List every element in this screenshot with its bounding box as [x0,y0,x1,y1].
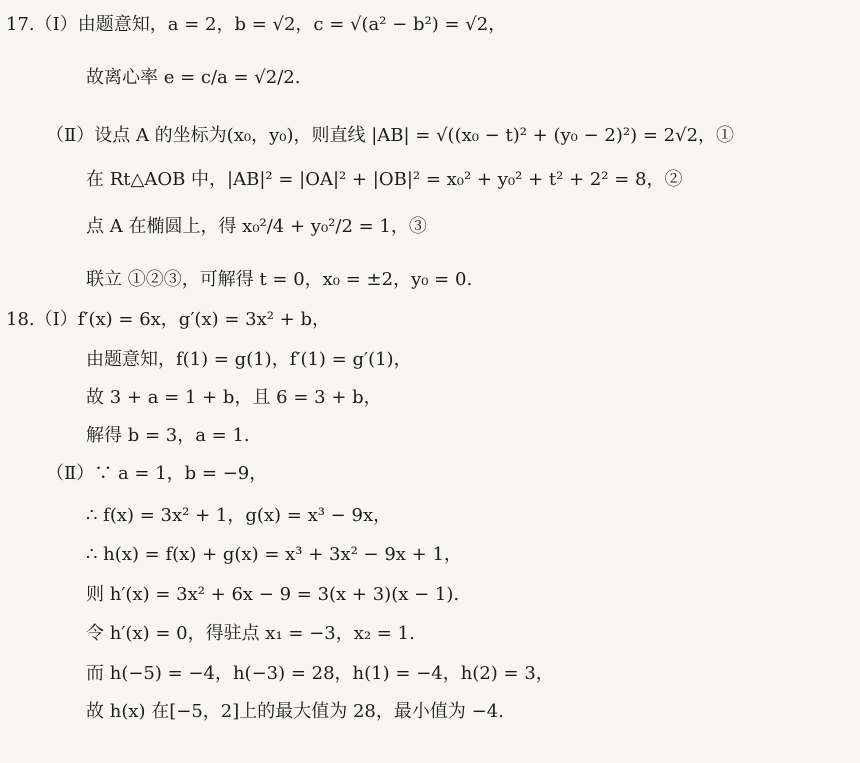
line-text: 故 3 + a = 1 + b，且 6 = 3 + b， [86,387,382,408]
line-text: 由题意知，f(1) = g(1)，f′(1) = g′(1)， [86,349,412,370]
line-18-equations [86,386,382,410]
line-text: ∴ f(x) = 3x² + 1，g(x) = x³ − 9x， [86,505,392,526]
line-fg [86,504,391,528]
line-text: （Ⅱ）设点 A 的坐标为(x₀，y₀)，则直线 |AB| = √((x₀ − t)² + (y₀ − 2)²) = 2√2，① [46,125,735,146]
line-ellipse [86,215,427,239]
line-17-part2 [46,124,734,148]
line-h [86,543,462,567]
line-18-part1 [6,308,330,332]
line-text: 18.（Ⅰ）f′(x) = 6x，g′(x) = 3x² + b， [6,309,331,330]
line-stationary [86,622,415,646]
line-text: （Ⅱ）∵ a = 1，b = −9， [46,463,268,484]
line-h-derivative [86,583,459,607]
line-text: 联立 ①②③，可解得 t = 0，x₀ = ±2，y₀ = 0. [86,269,473,290]
line-text: 故离心率 e = c/a = √2/2. [86,67,301,88]
line-text: 令 h′(x) = 0，得驻点 x₁ = −3，x₂ = 1. [86,623,415,644]
line-text: 解得 b = 3，a = 1. [86,425,250,446]
line-18-part2 [46,462,267,486]
line-values [86,662,554,686]
line-solve-17 [86,268,472,292]
line-eccentricity [86,66,300,90]
line-right-triangle [86,168,683,192]
line-text: ∴ h(x) = f(x) + g(x) = x³ + 3x² − 9x + 1， [86,544,462,565]
line-text: 则 h′(x) = 3x² + 6x − 9 = 3(x + 3)(x − 1). [86,584,460,605]
line-text: 故 h(x) 在[−5，2]上的最大值为 28，最小值为 −4. [86,701,504,722]
line-conclusion [86,700,504,724]
line-17-part1 [6,13,506,37]
line-text: 在 Rt△AOB 中，|AB|² = |OA|² + |OB|² = x₀² + y₀² + t² + 2² = 8，② [86,169,683,190]
line-text: 点 A 在椭圆上，得 x₀²/4 + y₀²/2 = 1，③ [86,216,427,237]
line-text: 17.（Ⅰ）由题意知，a = 2，b = √2，c = √(a² − b²) = √2， [6,14,507,35]
line-18-result [86,424,250,448]
line-18-condition [86,348,412,372]
line-text: 而 h(−5) = −4，h(−3) = 28，h(1) = −4，h(2) = 3， [86,663,554,684]
